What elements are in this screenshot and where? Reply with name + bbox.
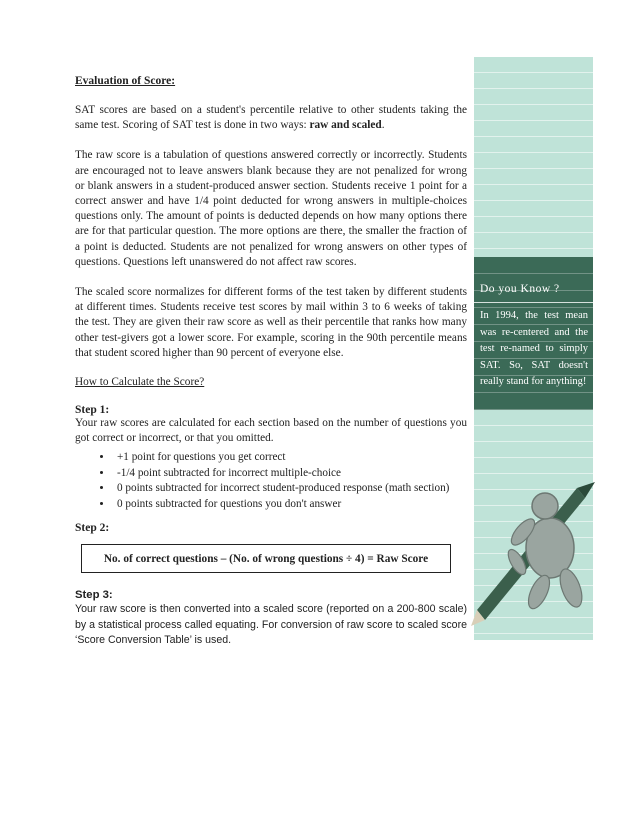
- list-item: • 0 points subtracted for incorrect student-produced response (math section): [113, 481, 467, 497]
- step-3-text: Your raw score is then converted into a scaled score (reported on a 200-800 scale) by a statistical process called equating. For conversion of raw score to scaled score ‘Score Conversion Table’ is used.: [75, 603, 467, 647]
- sidebar-top-panel: [474, 57, 593, 257]
- main-content: [75, 75, 467, 648]
- list-item: • 0 points subtracted for questions you don't answer: [113, 497, 467, 513]
- evaluation-paragraph-1-text: SAT scores are based on a student's percentile relative to other students taking the same test. Scoring of SAT test is done in two ways:: [75, 104, 467, 132]
- step-1-text: Your raw scores are calculated for each section based on the number of questions you got correct or incorrect, or that you omitted.: [75, 417, 467, 445]
- step-2-title: Step 2:: [75, 522, 110, 535]
- list-item: • -1/4 point subtracted for incorrect multiple-choice: [113, 466, 467, 482]
- raw-score-paragraph: The raw score is a tabulation of questions answered correctly or incorrectly. Students are encouraged not to leave answers blank because they are not penalized for wrong or blank answers in a student-produced answer section. Students receive 1 point for a correct answer and have 1/4 point deducted for wrong answers in multiple-choices questions only. The amount of points is deducted depends on how many options there are for that particular question. The more options are there, the smaller the fraction of a point is deducted. Students are not penalized for wrong answers on other types of questions. Questions left unanswered do not affect raw scores.: [75, 149, 467, 268]
- do-you-know-text: In 1994, the test mean was re-centered and the test re-named to simply SAT. So, SAT doesn't really stand for anything!: [480, 310, 588, 387]
- scoring-rules-list: [75, 450, 467, 512]
- pencil-figure-icon: [455, 470, 605, 630]
- evaluation-paragraph-1-bold: raw and scaled: [309, 119, 382, 132]
- raw-score-formula: No. of correct questions – (No. of wrong questions ÷ 4) = Raw Score: [81, 544, 451, 573]
- evaluation-heading: Evaluation of Score:: [75, 75, 176, 87]
- do-you-know-divider: [474, 302, 593, 303]
- how-to-calculate-link[interactable]: How to Calculate the Score?: [75, 376, 205, 389]
- do-you-know-title: Do you Know ?: [480, 283, 560, 295]
- step-1-title: Step 1:: [75, 404, 110, 417]
- evaluation-paragraph-1-end: .: [381, 119, 385, 132]
- scaled-score-paragraph: The scaled score normalizes for different forms of the test taken by different students at different times. Students receive test scores by mail within 3 to 6 weeks of taking the test. They are given their raw score as well as their percentile that ranks how many other test-givers got a lower score. For example, scoring in the 90th percentile means that student scored higher than 90 percent of everyone else.: [75, 286, 467, 359]
- list-item: • +1 point for questions you get correct: [113, 450, 467, 466]
- evaluation-paragraph-1: [75, 103, 467, 133]
- step-3-title: Step 3:: [75, 589, 113, 602]
